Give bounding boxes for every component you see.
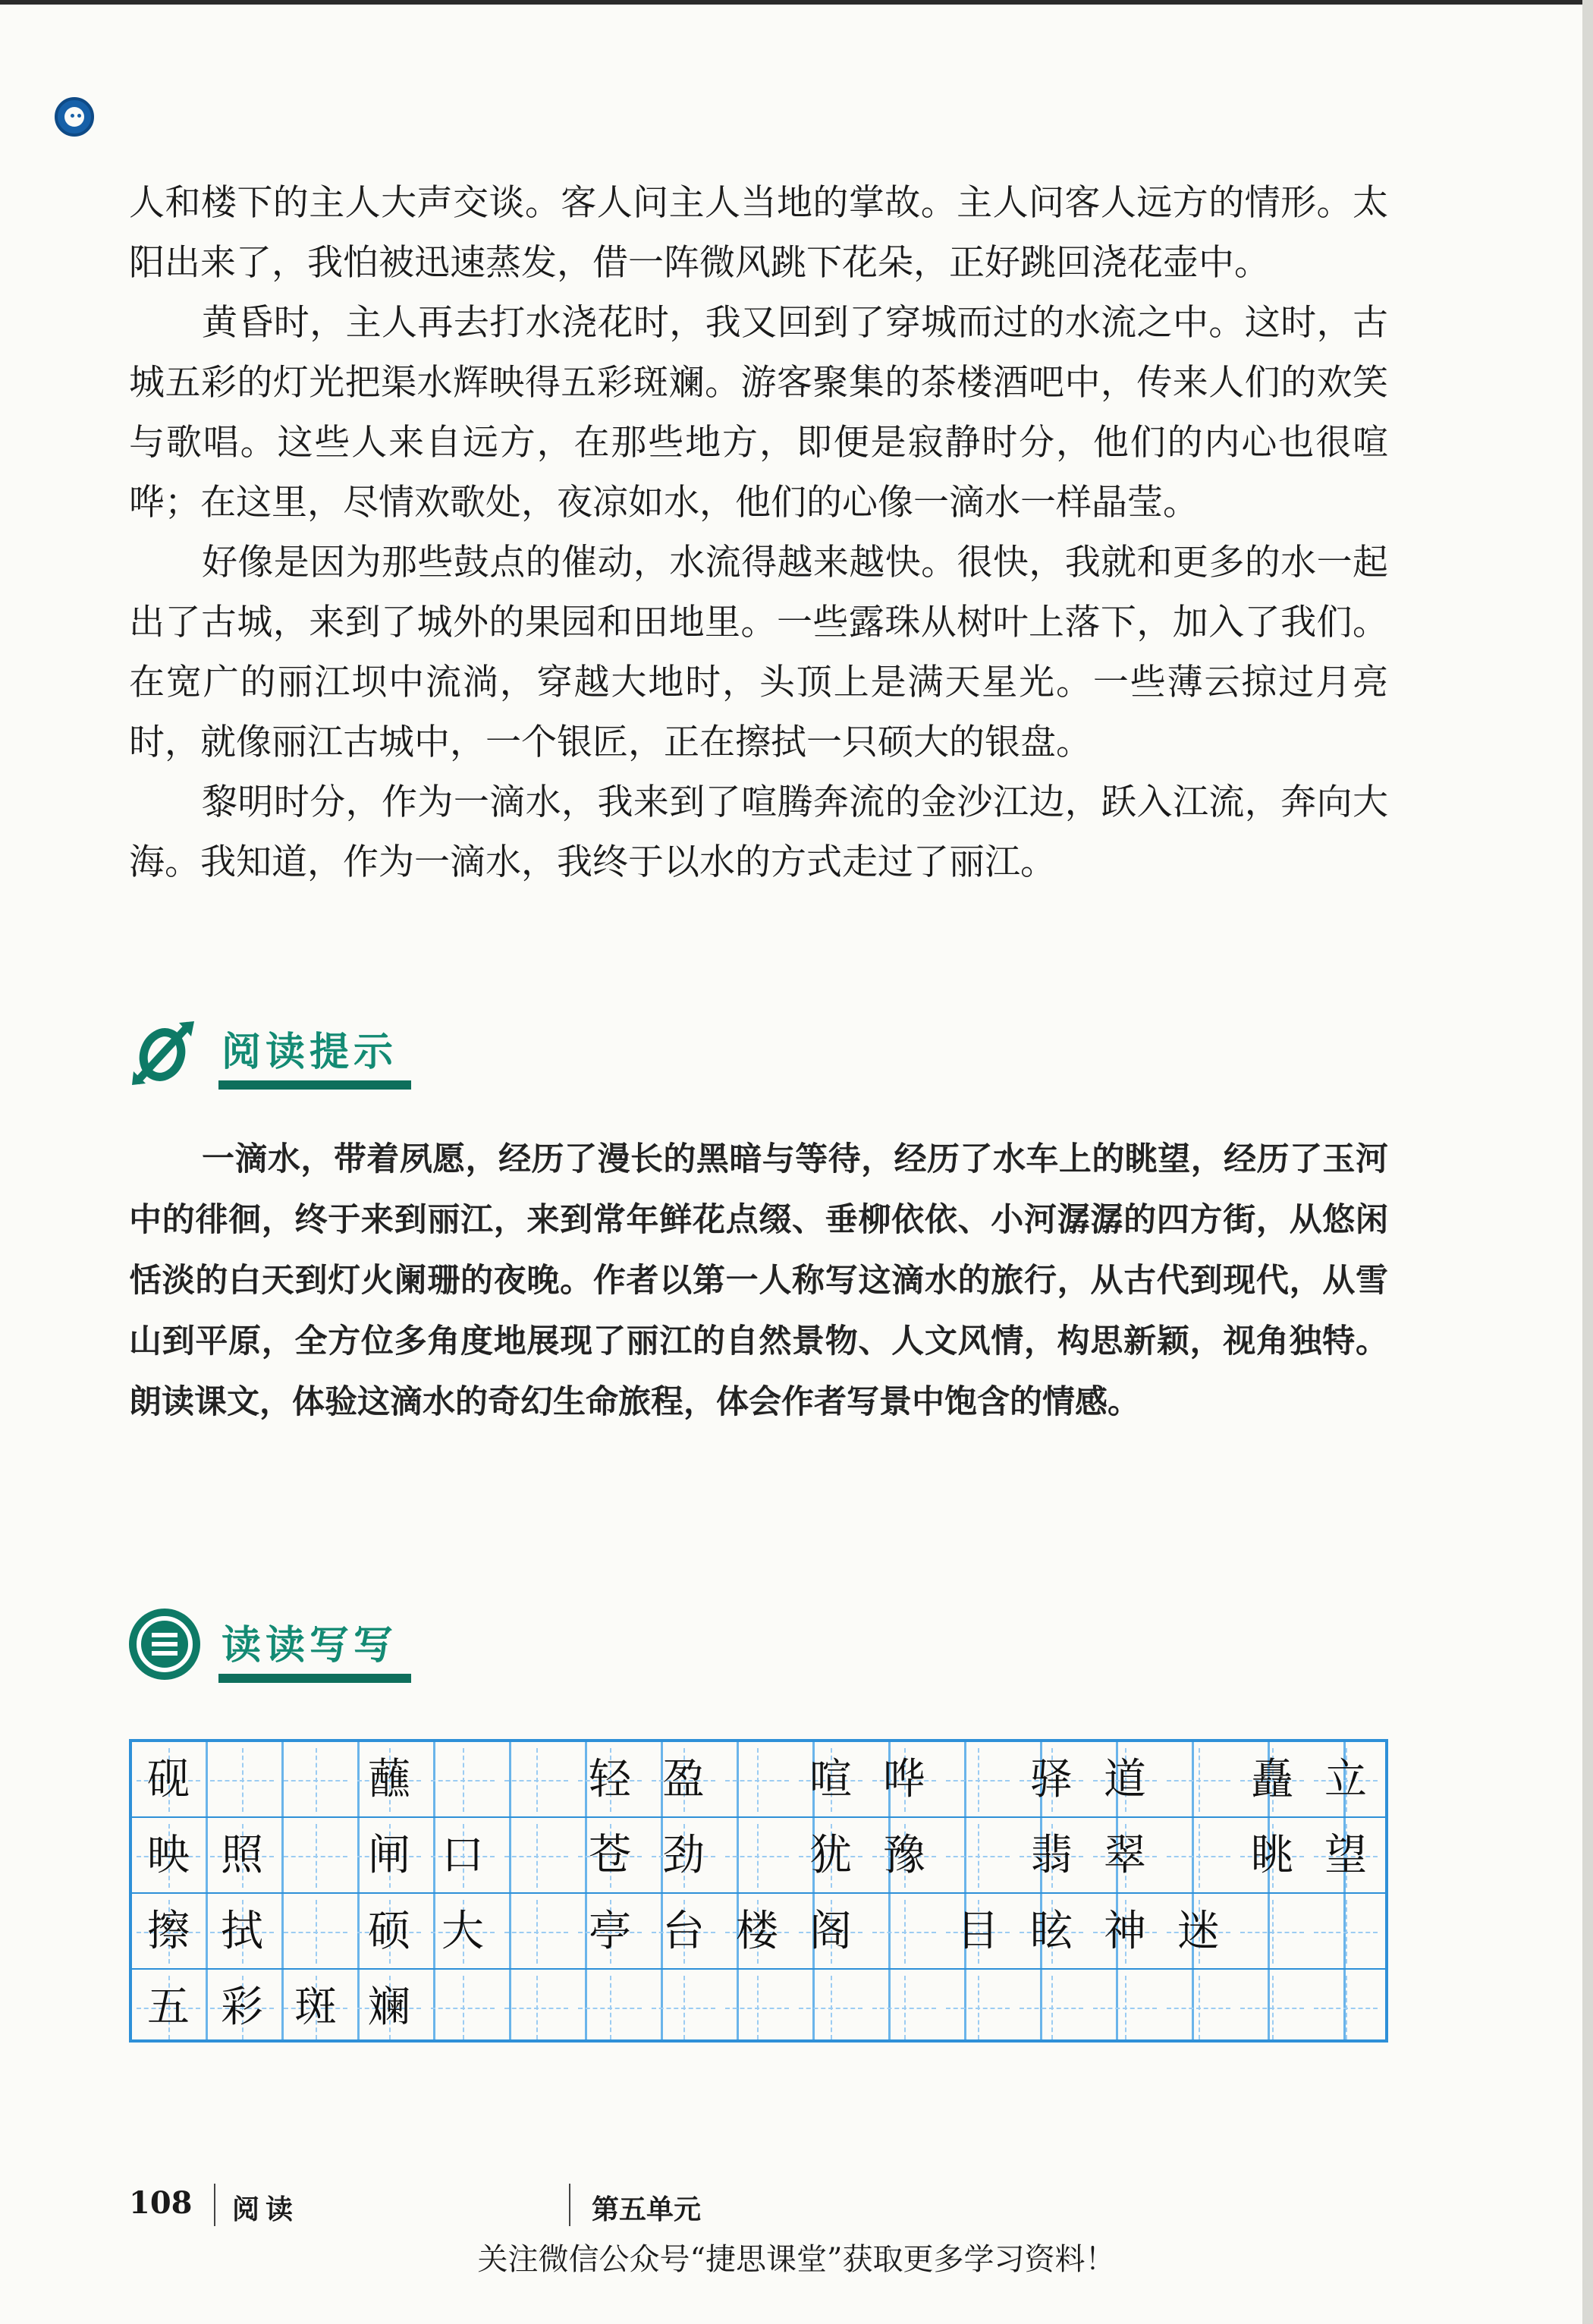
grid-cell — [793, 1970, 869, 2046]
smiley-icon — [55, 97, 94, 137]
grid-cell — [278, 1742, 353, 1818]
grid-cell: 口 — [425, 1818, 501, 1894]
body-paragraph: 黄昏时，主人再去打水浇花时，我又回到了穿城而过的水流之中。这时，古城五彩的灯光把渠水辉映得五彩斑斓。游客聚集的茶楼酒吧中，传来人们的欢笑与歌唱。这些人来自远方，在那些地方，即便是寂静时分，他们的内心也很喧哗；在这里，尽情欢歌处，夜凉如水，他们的心像一滴水一样晶莹。 — [129, 302, 1388, 524]
grid-cell: 台 — [646, 1894, 721, 1970]
footer-divider — [214, 2184, 215, 2226]
grid-cell: 喧 — [793, 1742, 869, 1818]
reading-hint-icon — [129, 1018, 199, 1088]
body-paragraph: 好像是因为那些鼓点的催动，水流得越来越快。很快，我就和更多的水一起出了古城，来到了城外的果园和田地里。一些露珠从树叶上落下，加入了我们。在宽广的丽江坝中流淌，穿越大地时，头顶上是满天星光。一些薄云掠过月亮时，就像丽江古城中，一个银匠，正在擦拭一只硕大的银盘。 — [129, 542, 1388, 763]
grid-cell: 目 — [940, 1894, 1016, 1970]
grid-cell — [498, 1894, 574, 1970]
grid-cell: 豫 — [866, 1818, 942, 1894]
body-paragraph: 黎明时分，作为一滴水，我来到了喧腾奔流的金沙江边，跃入江流，奔向大海。我知道，作为一滴水，我终于以水的方式走过了丽江。 — [129, 781, 1388, 883]
grid-cell: 蘸 — [351, 1742, 427, 1818]
grid-cell — [719, 1742, 795, 1818]
grid-cell: 犹 — [793, 1818, 869, 1894]
grid-cell — [425, 1742, 501, 1818]
grid-cell: 立 — [1308, 1742, 1384, 1818]
page-right-edge — [1582, 0, 1593, 2324]
grid-cell: 轻 — [572, 1742, 648, 1818]
grid-cell: 盈 — [646, 1742, 721, 1818]
reading-hint-paragraph: 一滴水，带着夙愿，经历了漫长的黑暗与等待，经历了水车上的眺望，经历了玉河中的徘徊，终于来到丽江，来到常年鲜花点缀、垂柳依依、小河潺潺的四方街，从悠闲恬淡的白天到灯火阑珊的夜晚。作者以第一人称写这滴水的旅行，从古代到现代，从雪山到平原，全方位多角度地展现了丽江的自然景物、人文风情，构思新颖，视角独特。朗读课文，体验这滴水的奇幻生命旅程，体会作者写景中饱含的情感。 — [129, 1140, 1388, 1421]
grid-cell — [498, 1742, 574, 1818]
grid-cell: 砚 — [130, 1742, 206, 1818]
grid-cell — [940, 1742, 1016, 1818]
body-paragraph: 人和楼下的主人大声交谈。客人问主人当地的掌故。主人问客人远方的情形。太阳出来了，我怕被迅速蒸发，借一阵微风跳下花朵，正好跳回浇花壶中。 — [129, 182, 1388, 284]
reading-hint-text — [129, 1129, 1388, 1432]
reading-hint-title: 阅读提示 — [222, 1030, 398, 1075]
grid-cell: 照 — [204, 1818, 280, 1894]
grid-cell — [1234, 1894, 1310, 1970]
words-title: 读读写写 — [222, 1623, 398, 1668]
grid-cell — [572, 1970, 648, 2046]
grid-cell — [719, 1970, 795, 2046]
page-number: 108 — [129, 2185, 193, 2221]
grid-cell: 亭 — [572, 1894, 648, 1970]
watermark-text: 关注微信公众号“捷思课堂”获取更多学习资料！ — [477, 2242, 1116, 2277]
grid-cell: 望 — [1308, 1818, 1384, 1894]
grid-cell — [719, 1818, 795, 1894]
grid-cell: 哗 — [866, 1742, 942, 1818]
grid-cell — [940, 1818, 1016, 1894]
grid-row — [132, 1894, 1385, 1970]
vocabulary-grid — [129, 1739, 1388, 2043]
grid-cell — [1161, 1970, 1236, 2046]
grid-cell: 五 — [130, 1970, 206, 2046]
grid-cell: 迷 — [1161, 1894, 1236, 1970]
grid-cell: 翠 — [1087, 1818, 1163, 1894]
grid-cell — [1161, 1742, 1236, 1818]
grid-cell — [646, 1970, 721, 2046]
heading-underline — [218, 1674, 411, 1683]
words-heading — [129, 1601, 432, 1692]
grid-row — [132, 1742, 1385, 1818]
grid-cell — [1308, 1894, 1384, 1970]
grid-cell: 道 — [1087, 1742, 1163, 1818]
lesson-body-text — [129, 173, 1388, 892]
grid-cell: 楼 — [719, 1894, 795, 1970]
page-top-edge — [0, 0, 1593, 5]
grid-cell — [1161, 1818, 1236, 1894]
grid-cell: 眩 — [1013, 1894, 1089, 1970]
grid-cell — [278, 1894, 353, 1970]
grid-cell — [940, 1970, 1016, 2046]
grid-cell: 苍 — [572, 1818, 648, 1894]
grid-cell: 大 — [425, 1894, 501, 1970]
grid-cell — [204, 1742, 280, 1818]
grid-cell: 矗 — [1234, 1742, 1310, 1818]
grid-cell — [1087, 1970, 1163, 2046]
grid-cell — [1234, 1970, 1310, 2046]
grid-cell: 硕 — [351, 1894, 427, 1970]
grid-row — [132, 1818, 1385, 1894]
grid-row — [132, 1970, 1385, 2046]
heading-underline — [218, 1080, 411, 1090]
grid-cell: 斓 — [351, 1970, 427, 2046]
grid-cell: 神 — [1087, 1894, 1163, 1970]
grid-cell — [1013, 1970, 1089, 2046]
grid-cell: 斑 — [278, 1970, 353, 2046]
grid-cell: 眺 — [1234, 1818, 1310, 1894]
grid-cell: 驿 — [1013, 1742, 1089, 1818]
grid-cell — [1308, 1970, 1384, 2046]
reading-hint-heading — [129, 1008, 432, 1099]
grid-cell — [498, 1970, 574, 2046]
grid-cell — [866, 1894, 942, 1970]
grid-cell — [498, 1818, 574, 1894]
three-lines-icon — [129, 1609, 200, 1680]
grid-cell: 彩 — [204, 1970, 280, 2046]
grid-cell — [425, 1970, 501, 2046]
grid-cell: 映 — [130, 1818, 206, 1894]
grid-cell: 闸 — [351, 1818, 427, 1894]
grid-cell — [278, 1818, 353, 1894]
grid-cell: 劲 — [646, 1818, 721, 1894]
grid-cell: 阁 — [793, 1894, 869, 1970]
footer-divider — [569, 2184, 570, 2226]
grid-cell — [866, 1970, 942, 2046]
grid-cell: 拭 — [204, 1894, 280, 1970]
footer-section-label: 阅读 — [232, 2194, 300, 2225]
grid-cell: 擦 — [130, 1894, 206, 1970]
grid-cell: 翡 — [1013, 1818, 1089, 1894]
footer-unit-label: 第五单元 — [592, 2194, 702, 2225]
